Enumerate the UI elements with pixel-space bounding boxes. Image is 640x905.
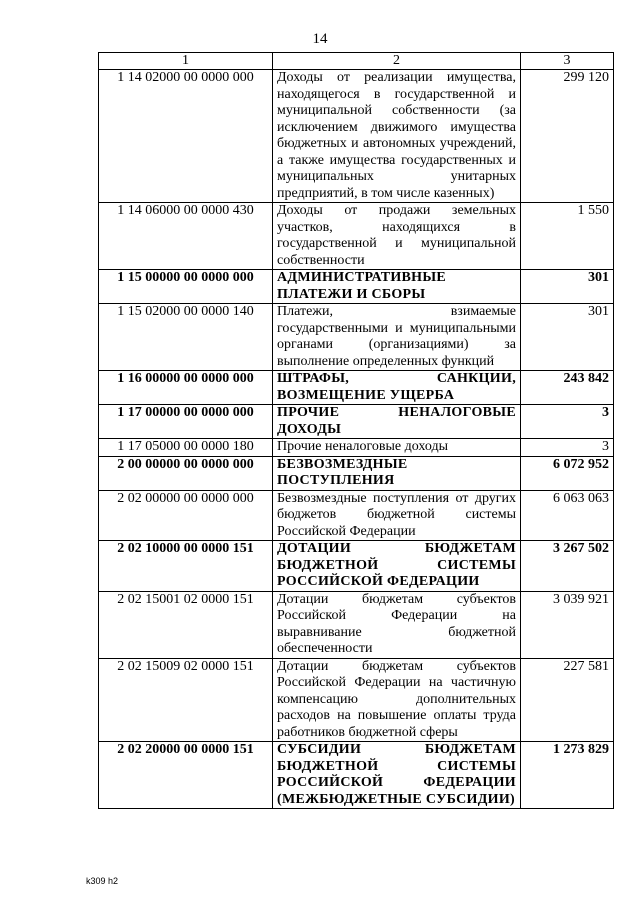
footer-code: k309 h2 (86, 876, 119, 886)
row-description: Дотации бюджетам субъектов Российской Федерации на частичную компенсацию дополнительных расходов на повышение оплаты труда работников бюджетной сферы (273, 658, 521, 742)
row-amount: 299 120 (521, 70, 614, 203)
row-amount: 243 842 (521, 371, 614, 405)
row-code: 1 15 02000 00 0000 140 (99, 304, 273, 371)
table-row (99, 591, 614, 658)
row-code: 1 14 02000 00 0000 000 (99, 70, 273, 203)
row-amount: 3 (521, 405, 614, 439)
row-description: Платежи, взимаемые государственными и муниципальными органами (организациями) за выполнение определенных функций (273, 304, 521, 371)
column-header-2: 2 (273, 53, 521, 70)
column-header-1: 1 (99, 53, 273, 70)
row-amount: 1 550 (521, 203, 614, 270)
row-amount: 3 (521, 439, 614, 457)
row-amount: 227 581 (521, 658, 614, 742)
table-header-row (99, 53, 614, 70)
row-amount: 6 063 063 (521, 490, 614, 541)
table-row (99, 270, 614, 304)
row-code: 1 15 00000 00 0000 000 (99, 270, 273, 304)
table-row (99, 439, 614, 457)
row-amount: 301 (521, 304, 614, 371)
column-header-3: 3 (521, 53, 614, 70)
row-code: 2 02 20000 00 0000 151 (99, 742, 273, 809)
table-row (99, 658, 614, 742)
row-code: 2 00 00000 00 0000 000 (99, 456, 273, 490)
table-row (99, 70, 614, 203)
row-code: 1 16 00000 00 0000 000 (99, 371, 273, 405)
row-description: СУБСИДИИ БЮДЖЕТАМ БЮДЖЕТНОЙ СИСТЕМЫ РОССИЙСКОЙ ФЕДЕРАЦИИ (МЕЖБЮДЖЕТНЫЕ СУБСИДИИ) (273, 742, 521, 809)
row-description: ШТРАФЫ, САНКЦИИ, ВОЗМЕЩЕНИЕ УЩЕРБА (273, 371, 521, 405)
row-code: 2 02 15001 02 0000 151 (99, 591, 273, 658)
table-row (99, 203, 614, 270)
row-description: Безвозмездные поступления от других бюджетов бюджетной системы Российской Федерации (273, 490, 521, 541)
row-description: АДМИНИСТРАТИВНЫЕ ПЛАТЕЖИ И СБОРЫ (273, 270, 521, 304)
table-row (99, 371, 614, 405)
table-row (99, 405, 614, 439)
row-description: Доходы от продажи земельных участков, находящихся в государственной и муниципальной собственности (273, 203, 521, 270)
row-description: ДОТАЦИИ БЮДЖЕТАМ БЮДЖЕТНОЙ СИСТЕМЫ РОССИЙСКОЙ ФЕДЕРАЦИИ (273, 541, 521, 592)
page-number: 14 (312, 31, 328, 47)
row-description: ПРОЧИЕ НЕНАЛОГОВЫЕ ДОХОДЫ (273, 405, 521, 439)
row-amount: 3 039 921 (521, 591, 614, 658)
row-amount: 1 273 829 (521, 742, 614, 809)
row-description: Доходы от реализации имущества, находящегося в государственной и муниципальной собственности (за исключением движимого имущества бюджетных и автономных учреждений, а также имущества государственных и муниципальных унитарных предприятий, в том числе казенных) (273, 70, 521, 203)
row-code: 1 17 00000 00 0000 000 (99, 405, 273, 439)
row-description: Дотации бюджетам субъектов Российской Федерации на выравнивание бюджетной обеспеченности (273, 591, 521, 658)
row-code: 2 02 10000 00 0000 151 (99, 541, 273, 592)
table-row (99, 456, 614, 490)
row-code: 2 02 00000 00 0000 000 (99, 490, 273, 541)
budget-revenue-table (98, 52, 614, 809)
table-row (99, 490, 614, 541)
table-row (99, 541, 614, 592)
row-amount: 6 072 952 (521, 456, 614, 490)
row-amount: 3 267 502 (521, 541, 614, 592)
row-description: БЕЗВОЗМЕЗДНЫЕ ПОСТУПЛЕНИЯ (273, 456, 521, 490)
table-row (99, 304, 614, 371)
row-code: 1 17 05000 00 0000 180 (99, 439, 273, 457)
row-description: Прочие неналоговые доходы (273, 439, 521, 457)
row-amount: 301 (521, 270, 614, 304)
row-code: 1 14 06000 00 0000 430 (99, 203, 273, 270)
table-row (99, 742, 614, 809)
row-code: 2 02 15009 02 0000 151 (99, 658, 273, 742)
